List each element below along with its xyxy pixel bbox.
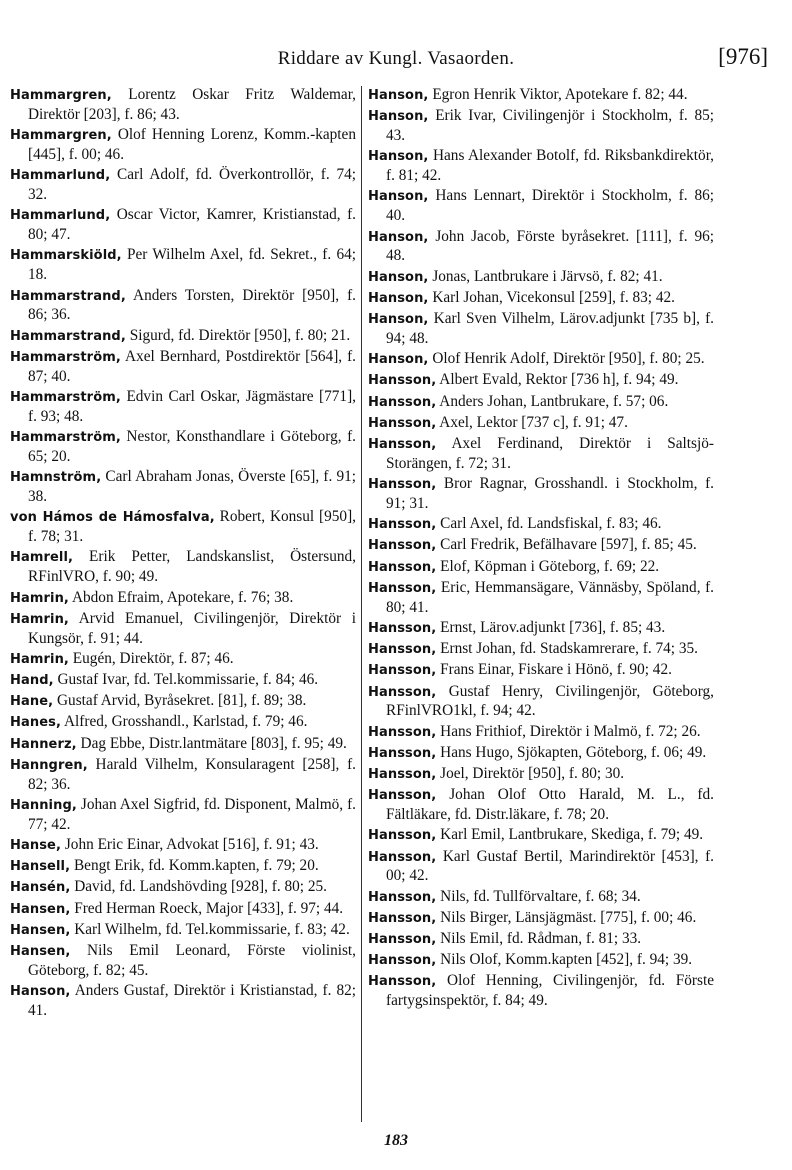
- entry-surname: Hamrin,: [10, 590, 69, 606]
- entry-details: Fred Herman Roeck, Major [433], f. 97; 44.: [74, 899, 344, 917]
- entry-details: Dag Ebbe, Distr.lantmätare [803], f. 95; 49.: [80, 734, 347, 752]
- entry-details: Egron Henrik Viktor, Apotekare f. 82; 44.: [432, 86, 688, 103]
- left-column: [10, 86, 356, 1022]
- entry-details: Carl Abraham Jonas, Överste [65], f. 91; 38.: [28, 468, 356, 506]
- register-entry: [368, 930, 714, 950]
- entry-details: Eugén, Direktör, f. 87; 46.: [72, 649, 234, 667]
- register-entry: [10, 327, 356, 347]
- entry-surname: Hansson,: [368, 394, 437, 410]
- register-entry: [10, 287, 356, 326]
- register-entry: [10, 468, 356, 507]
- register-entry: [10, 671, 356, 691]
- entry-surname: Hanson,: [10, 984, 71, 1000]
- register-entry: [10, 166, 356, 205]
- register-entry: [368, 414, 714, 434]
- register-entry: [368, 536, 714, 556]
- entry-surname: Hanson,: [368, 109, 429, 125]
- entry-details: Johan Olof Otto Harald, M. L., fd. Fältläkare, fd. Distr.läkare, f. 78; 20.: [386, 786, 714, 824]
- entry-surname: Hammarström,: [10, 430, 121, 446]
- entry-surname: Hanson,: [368, 189, 429, 205]
- entry-details: Gustaf Arvid, Byråsekret. [81], f. 89; 38.: [57, 692, 307, 710]
- entry-surname: Hansson,: [368, 828, 437, 844]
- entry-surname: Hansson,: [368, 745, 437, 761]
- entry-details: Hans Frithiof, Direktör i Malmö, f. 72; 26.: [440, 722, 701, 740]
- entry-surname: Hanson,: [368, 88, 429, 103]
- entry-details: Anders Torsten, Direktör [950], f. 86; 36.: [28, 286, 356, 324]
- entry-surname: Hammarlund,: [10, 168, 111, 184]
- register-entry: [10, 857, 356, 877]
- register-entry: [368, 826, 714, 846]
- register-entry: [368, 228, 714, 267]
- entry-surname: von Hámos de Hámosfalva,: [10, 510, 215, 526]
- register-entry: [10, 610, 356, 649]
- page-number: 183: [384, 1132, 408, 1149]
- register-entry: [10, 126, 356, 165]
- entry-surname: Hammarström,: [10, 349, 121, 365]
- register-entry: [368, 147, 714, 186]
- entry-surname: Hansson,: [368, 436, 437, 452]
- entry-details: Karl Emil, Lantbrukare, Skediga, f. 79; 49.: [440, 826, 704, 844]
- entry-details: Lorentz Oskar Fritz Waldemar, Direktör [203], f. 86; 43.: [28, 86, 356, 123]
- entry-details: Hans Lennart, Direktör i Stockholm, f. 86; 40.: [386, 187, 715, 225]
- entry-surname: Hanson,: [368, 352, 429, 368]
- entry-details: Karl Wilhelm, fd. Tel.kommissarie, f. 83; 42.: [74, 920, 350, 938]
- register-entry: [368, 393, 714, 413]
- register-entry: [10, 735, 356, 755]
- page-reference-number: [976]: [718, 44, 768, 69]
- register-entry: [10, 650, 356, 670]
- register-entry: [10, 388, 356, 427]
- entry-details: Bengt Erik, fd. Komm.kapten, f. 79; 20.: [73, 857, 319, 875]
- entry-details: Axel, Lektor [737 c], f. 91; 47.: [439, 413, 628, 431]
- entry-surname: Hammargren,: [10, 88, 112, 103]
- entry-surname: Hammarlund,: [10, 208, 111, 224]
- register-entry: [368, 683, 714, 722]
- entry-surname: Hansson,: [368, 517, 437, 533]
- entry-surname: Hammarstrand,: [10, 288, 126, 304]
- register-entry: [368, 786, 714, 825]
- register-entry: [368, 515, 714, 535]
- entry-surname: Hanson,: [368, 149, 429, 165]
- entry-details: Erik Ivar, Civilingenjör i Stockholm, f. 85; 43.: [386, 107, 715, 145]
- entry-details: Abdon Efraim, Apotekare, f. 76; 38.: [71, 588, 294, 606]
- entry-surname: Hansen,: [10, 901, 71, 917]
- entry-details: Bror Ragnar, Grosshandl. i Stockholm, f. 91; 31.: [386, 475, 714, 512]
- entry-details: Nils, fd. Tullförvaltare, f. 68; 34.: [440, 887, 641, 905]
- right-column: [368, 86, 714, 1013]
- entry-surname: Hanson,: [368, 312, 429, 328]
- register-entry: [10, 508, 356, 547]
- entry-surname: Hansson,: [368, 953, 437, 969]
- entry-surname: Hansson,: [368, 932, 437, 948]
- register-entry: [368, 579, 714, 618]
- entry-details: Albert Evald, Rektor [736 h], f. 94; 49.: [439, 371, 679, 389]
- register-entry: [368, 848, 714, 887]
- register-entry: [10, 921, 356, 941]
- entry-details: Nils Emil, fd. Rådman, f. 81; 33.: [440, 930, 642, 948]
- entry-details: Ernst, Lärov.adjunkt [736], f. 85; 43.: [440, 618, 666, 636]
- register-entry: [10, 713, 356, 733]
- entry-details: Eric, Hemmansägare, Vännäsby, Spöland, f. 80; 41.: [386, 578, 714, 616]
- register-entry: [10, 942, 356, 981]
- entry-details: Anders Johan, Lantbrukare, f. 57; 06.: [439, 392, 669, 410]
- register-entry: [368, 268, 714, 288]
- entry-details: Axel Bernhard, Postdirektör [564], f. 87; 40.: [28, 347, 357, 385]
- entry-details: Johan Axel Sigfrid, fd. Disponent, Malmö, f. 77; 42.: [28, 795, 356, 833]
- entry-details: Oscar Victor, Kamrer, Kristianstad, f. 80; 47.: [28, 206, 357, 244]
- register-entry: [10, 428, 356, 467]
- entry-details: Edvin Carl Oskar, Jägmästare [771], f. 93; 48.: [28, 387, 357, 425]
- entry-surname: Hamnström,: [10, 470, 102, 486]
- entry-surname: Hanes,: [10, 715, 62, 731]
- register-entry: [10, 692, 356, 712]
- register-entry: [10, 86, 356, 125]
- entry-details: Frans Einar, Fiskare i Hönö, f. 90; 42.: [440, 661, 672, 679]
- entry-details: John Eric Einar, Advokat [516], f. 91; 43.: [64, 836, 319, 854]
- register-entry: [10, 900, 356, 920]
- entry-details: Gustaf Henry, Civilingenjör, Göteborg, RFinlVRO1kl, f. 94; 42.: [386, 682, 714, 720]
- register-entry: [368, 888, 714, 908]
- entry-surname: Hansson,: [368, 415, 437, 431]
- entry-surname: Hansson,: [368, 849, 437, 865]
- entry-details: Nils Emil Leonard, Förste violinist, Göteborg, f. 82; 45.: [28, 942, 356, 979]
- entry-details: Per Wilhelm Axel, fd. Sekret., f. 64; 18.: [28, 246, 356, 284]
- entry-details: Hans Alexander Botolf, fd. Riksbankdirektör, f. 81; 42.: [386, 147, 714, 185]
- register-entry: [10, 836, 356, 856]
- entry-details: Nestor, Konsthandlare i Göteborg, f. 65; 20.: [28, 428, 356, 465]
- register-entry: [368, 86, 714, 106]
- page-header: [10, 44, 782, 78]
- entry-details: Arvid Emanuel, Civilingenjör, Direktör i Kungsör, f. 91; 44.: [28, 609, 356, 647]
- entry-details: Anders Gustaf, Direktör i Kristianstad, f. 82; 41.: [28, 982, 357, 1020]
- entry-details: Robert, Konsul [950], f. 78; 31.: [28, 508, 356, 546]
- register-entry: [368, 371, 714, 391]
- register-entry: [368, 289, 714, 309]
- entry-surname: Hannerz,: [10, 736, 77, 752]
- register-entry: [10, 756, 356, 795]
- entry-surname: Hansson,: [368, 974, 437, 990]
- entry-details: Joel, Direktör [950], f. 80; 30.: [440, 765, 625, 783]
- entry-details: Karl Gustaf Bertil, Marindirektör [453], f. 00; 42.: [386, 847, 714, 885]
- entry-surname: Hamrell,: [10, 550, 74, 566]
- register-columns: [10, 86, 782, 1122]
- entry-surname: Hansson,: [368, 889, 437, 905]
- entry-details: Karl Johan, Vicekonsul [259], f. 83; 42.: [432, 288, 675, 306]
- register-entry: [10, 589, 356, 609]
- register-entry: [368, 661, 714, 681]
- entry-surname: Hansson,: [368, 724, 437, 740]
- entry-details: Harald Vilhelm, Konsularagent [258], f. 82; 36.: [28, 755, 356, 793]
- entry-surname: Hansson,: [368, 373, 437, 389]
- entry-surname: Hansson,: [368, 684, 437, 700]
- page-title: Riddare av Kungl. Vasaorden.: [277, 48, 515, 69]
- entry-details: Sigurd, fd. Direktör [950], f. 80; 21.: [129, 326, 351, 344]
- entry-surname: Hanson,: [368, 229, 429, 245]
- entry-details: Olof Henning Lorenz, Komm.-kapten [445], f. 00; 46.: [28, 126, 356, 164]
- register-entry: [368, 310, 714, 349]
- entry-surname: Hane,: [10, 694, 54, 710]
- register-entry: [368, 187, 714, 226]
- column-divider: [361, 86, 362, 1122]
- entry-surname: Hanngren,: [10, 757, 88, 773]
- entry-surname: Hanse,: [10, 838, 62, 854]
- entry-surname: Hansson,: [368, 620, 437, 636]
- register-entry: [368, 350, 714, 370]
- entry-details: Karl Sven Vilhelm, Lärov.adjunkt [735 b], f. 94; 48.: [386, 310, 715, 347]
- register-entry: [368, 558, 714, 578]
- entry-surname: Hansson,: [368, 788, 437, 804]
- register-entry: [10, 246, 356, 285]
- register-entry: [368, 951, 714, 971]
- register-entry: [368, 435, 714, 474]
- entry-details: Nils Birger, Länsjägmäst. [775], f. 00; 46.: [440, 908, 697, 926]
- entry-details: Carl Axel, fd. Landsfiskal, f. 83; 46.: [440, 515, 662, 533]
- register-entry: [368, 744, 714, 764]
- entry-details: Jonas, Lantbrukare i Järvsö, f. 82; 41.: [432, 267, 663, 285]
- entry-details: John Jacob, Förste byråsekret. [111], f. 96; 48.: [386, 227, 714, 265]
- entry-surname: Hamrin,: [10, 611, 69, 627]
- entry-details: Alfred, Grosshandl., Karlstad, f. 79; 46.: [64, 713, 308, 731]
- entry-surname: Hansson,: [368, 580, 437, 596]
- register-entry: [368, 640, 714, 660]
- entry-surname: Hansell,: [10, 859, 71, 875]
- entry-surname: Hansen,: [10, 944, 71, 960]
- register-entry: [368, 107, 714, 146]
- register-entry: [368, 619, 714, 639]
- entry-details: Ernst Johan, fd. Stadskamrerare, f. 74; 35.: [440, 640, 698, 658]
- register-entry: [368, 972, 714, 1011]
- entry-surname: Hansen,: [10, 922, 71, 938]
- entry-surname: Hansson,: [368, 663, 437, 679]
- entry-surname: Hansson,: [368, 642, 437, 658]
- register-entry: [10, 796, 356, 835]
- register-entry: [10, 348, 356, 387]
- entry-details: Carl Fredrik, Befälhavare [597], f. 85; 45.: [440, 536, 697, 554]
- entry-details: Olof Henrik Adolf, Direktör [950], f. 80; 25.: [432, 350, 705, 368]
- entry-surname: Hammarström,: [10, 389, 121, 405]
- entry-surname: Hammarskiöld,: [10, 248, 122, 264]
- register-entry: [10, 878, 356, 898]
- entry-details: Olof Henning, Civilingenjör, fd. Förste fartygsinspektör, f. 84; 49.: [386, 972, 714, 1010]
- entry-surname: Hansson,: [368, 910, 437, 926]
- entry-surname: Hanson,: [368, 290, 429, 306]
- entry-details: Elof, Köpman i Göteborg, f. 69; 22.: [440, 557, 660, 575]
- register-entry: [368, 909, 714, 929]
- entry-surname: Hansson,: [368, 538, 437, 554]
- entry-details: David, fd. Landshövding [928], f. 80; 25.: [74, 878, 327, 896]
- entry-details: Erik Petter, Landskanslist, Östersund, RFinlVRO, f. 90; 49.: [28, 548, 356, 586]
- entry-surname: Hansson,: [368, 477, 437, 493]
- entry-surname: Hansén,: [10, 880, 71, 896]
- entry-surname: Hanning,: [10, 797, 77, 813]
- register-entry: [368, 765, 714, 785]
- register-entry: [10, 982, 356, 1021]
- entry-surname: Hansson,: [368, 559, 437, 575]
- entry-surname: Hammargren,: [10, 128, 112, 144]
- entry-surname: Hanson,: [368, 269, 429, 285]
- entry-details: Nils Olof, Komm.kapten [452], f. 94; 39.: [440, 951, 693, 969]
- entry-surname: Hansson,: [368, 767, 437, 783]
- entry-surname: Hammarstrand,: [10, 328, 126, 344]
- entry-surname: Hamrin,: [10, 651, 69, 667]
- register-entry: [368, 475, 714, 514]
- register-entry: [10, 548, 356, 587]
- register-entry: [368, 723, 714, 743]
- entry-details: Axel Ferdinand, Direktör i Saltsjö-Storängen, f. 72; 31.: [386, 434, 714, 472]
- register-entry: [10, 206, 356, 245]
- entry-details: Hans Hugo, Sjökapten, Göteborg, f. 06; 49.: [440, 743, 707, 761]
- entry-details: Carl Adolf, fd. Överkontrollör, f. 74; 32.: [28, 166, 356, 204]
- entry-surname: Hand,: [10, 673, 54, 689]
- entry-details: Gustaf Ivar, fd. Tel.kommissarie, f. 84; 46.: [57, 671, 319, 689]
